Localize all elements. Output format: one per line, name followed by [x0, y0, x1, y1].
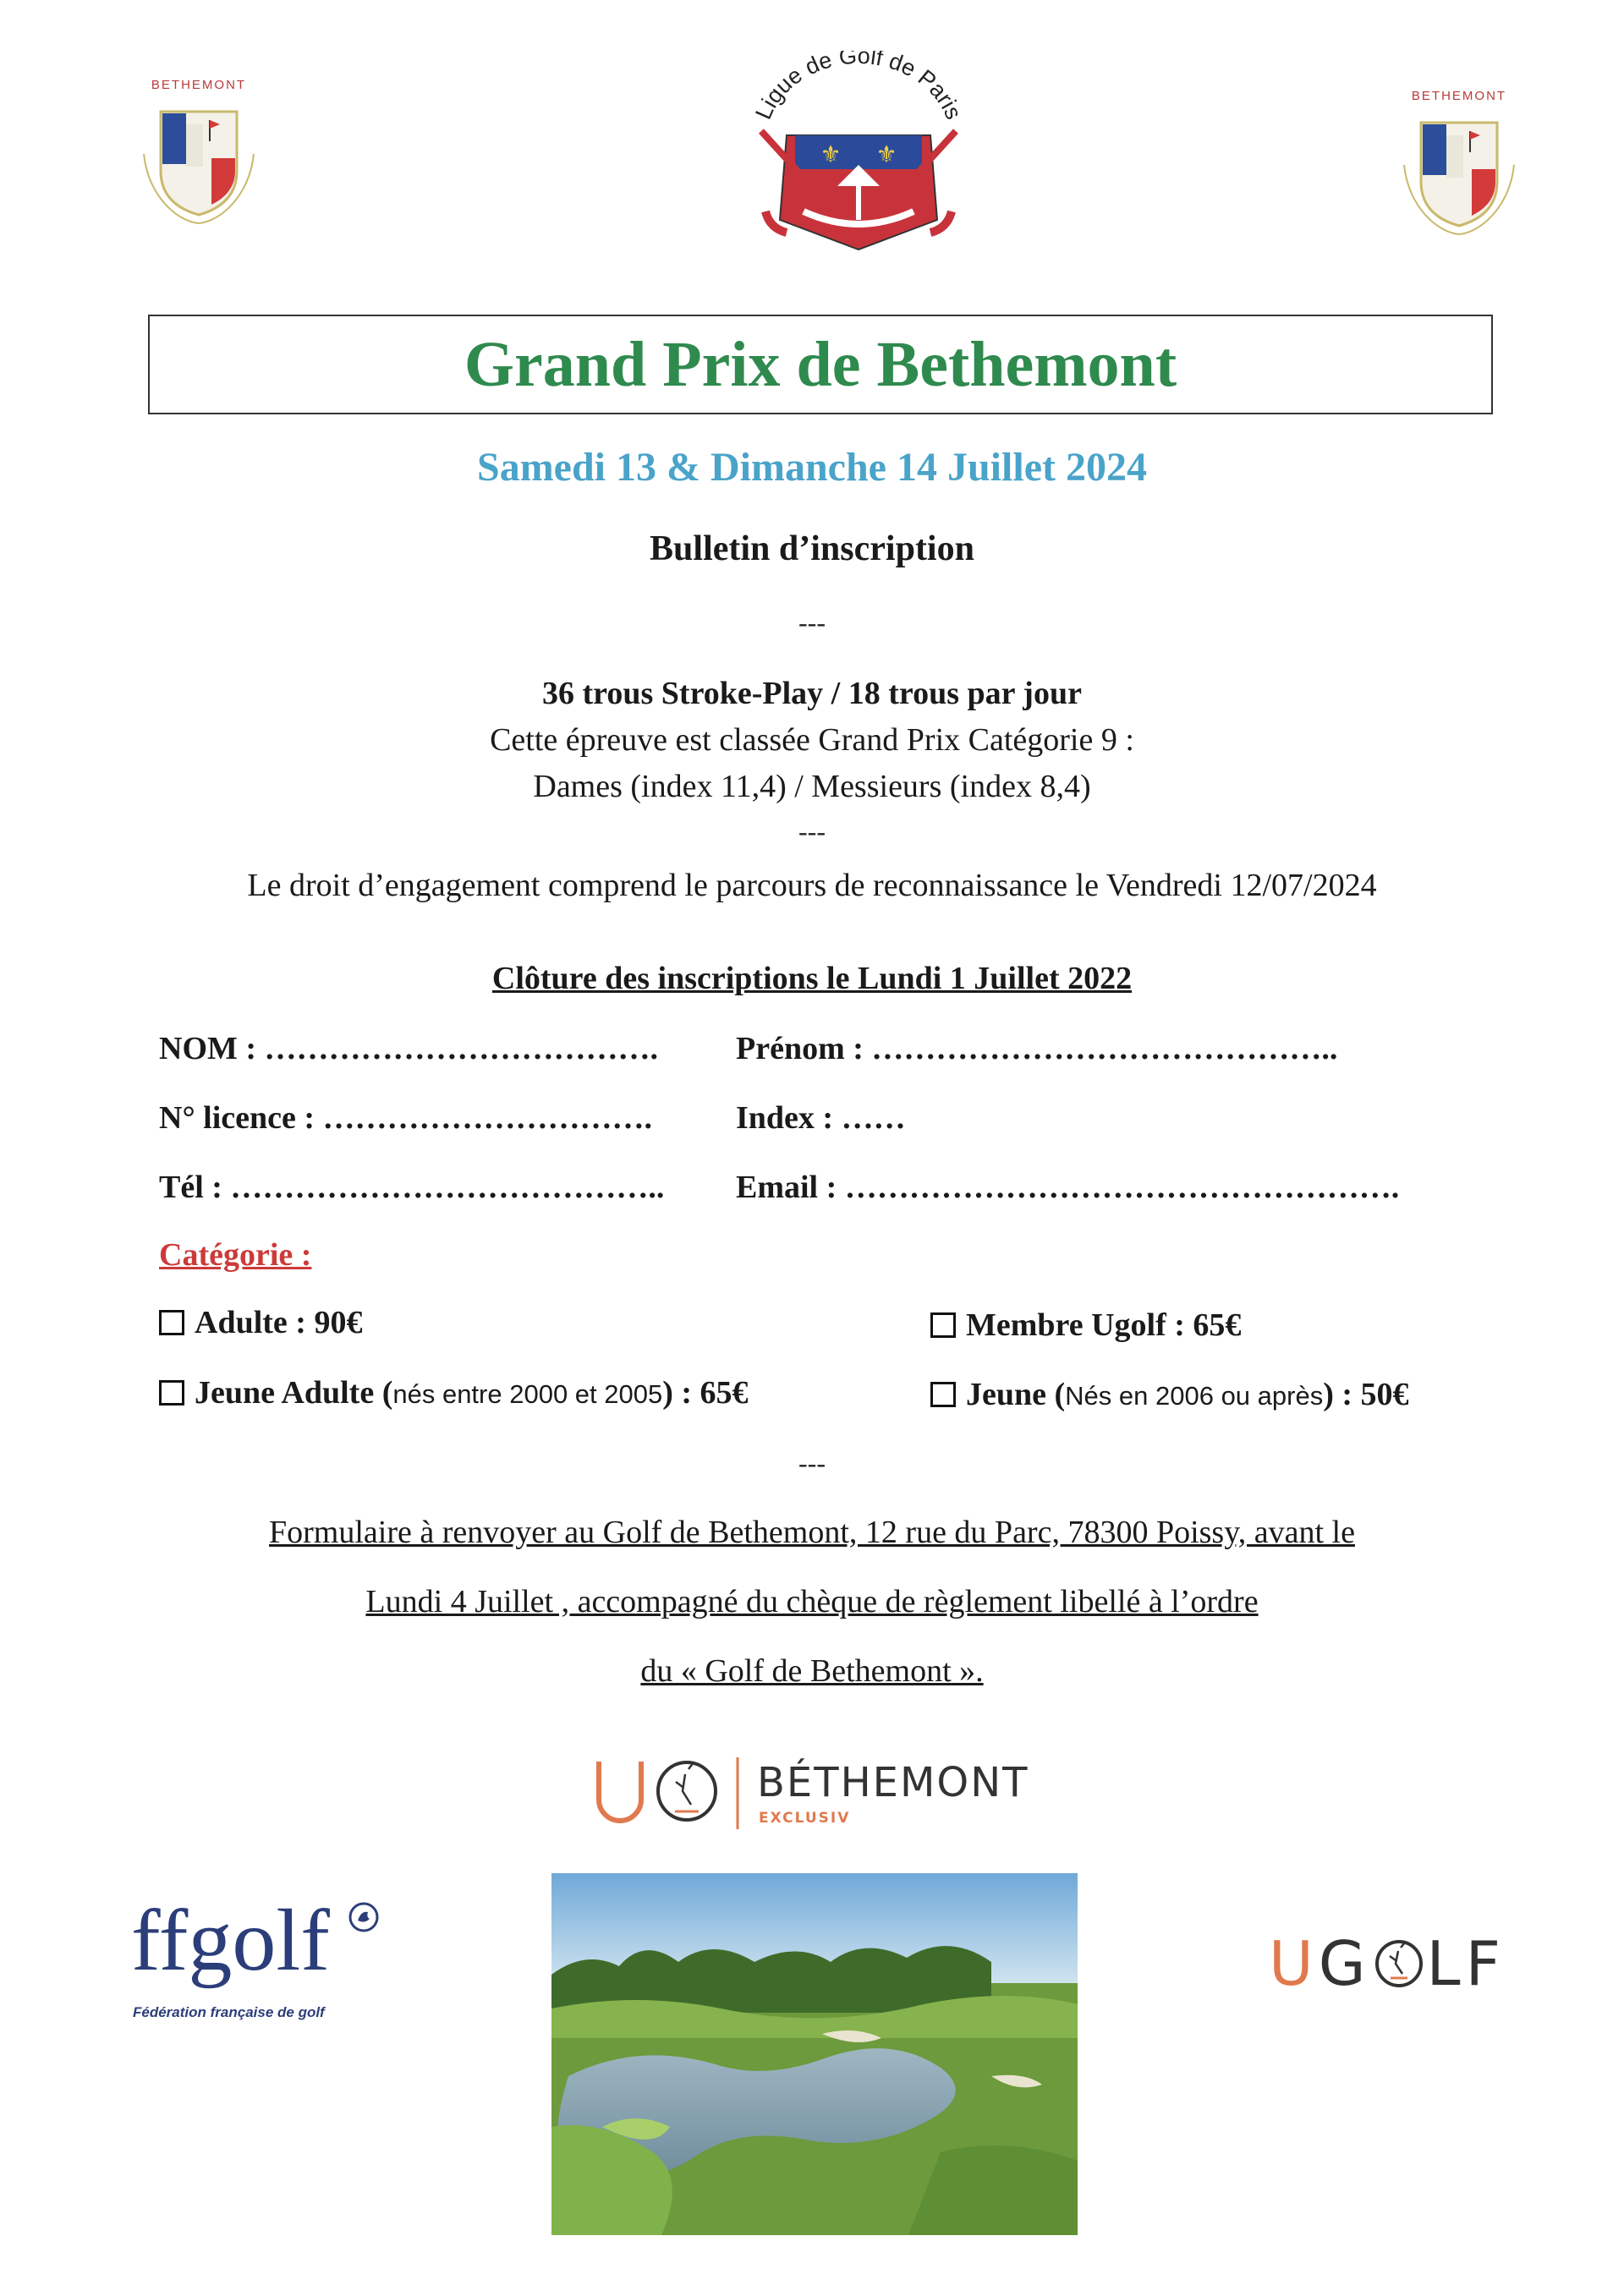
svg-text:⚜: ⚜ [820, 142, 842, 168]
option-jeune-adulte[interactable] [159, 1374, 749, 1411]
golf-course-photo [551, 1873, 1078, 2235]
ugolf-bethemont-logo [592, 1749, 1049, 1842]
ffgolf-subtitle: Fédération française de golf [133, 2004, 325, 2020]
ffgolf-rooster-icon [347, 1900, 381, 1934]
ugolf-lf: LF [1426, 1928, 1506, 1999]
option-membre-ugolf[interactable] [930, 1307, 1241, 1344]
bethemont-logo-left [127, 78, 271, 238]
form-subtitle: Bulletin d’inscription [650, 529, 974, 568]
brand-tag: EXCLUSIV [759, 1810, 851, 1827]
option-label: Membre Ugolf : 65€ [966, 1307, 1242, 1343]
title-box [148, 315, 1493, 414]
entry-fee-note: Le droit d’engagement comprend le parcours de reconnaissance le Vendredi 12/07/2024 [247, 868, 1377, 903]
nom-field[interactable]: NOM : ………………………………. [159, 1031, 659, 1066]
checkbox[interactable] [159, 1380, 184, 1406]
ffgolf-logo [131, 1890, 402, 2034]
brand-name: BÉTHEMONT [757, 1759, 1029, 1806]
ffgolf-wordmark: ffgolf [131, 1892, 330, 1989]
page-title: Grand Prix de Bethemont [464, 329, 1177, 400]
return-line-1: Formulaire à renvoyer au Golf de Bethemont, 12 rue du Parc, 78300 Poissy, avant le [269, 1515, 1355, 1550]
option-price: ) : 65€ [662, 1375, 749, 1411]
option-note: nés entre 2000 et 2005 [392, 1379, 663, 1409]
golfer-icon [1373, 1937, 1425, 1990]
option-label: Jeune ( [966, 1377, 1066, 1412]
prenom-field[interactable]: Prénom : …………………………………….. [736, 1031, 1338, 1066]
checkbox[interactable] [930, 1312, 956, 1338]
ligue-golf-paris-logo [736, 51, 981, 262]
return-line-2: Lundi 4 Juillet , accompagné du chèque de règlement libellé à l’ordre [365, 1584, 1259, 1619]
bethemont-crest-icon [127, 78, 271, 238]
return-line-3: du « Golf de Bethemont ». [640, 1653, 984, 1689]
licence-field[interactable]: N° licence : …………………………. [159, 1100, 653, 1136]
tel-field[interactable]: Tél : ………………………………….. [159, 1170, 665, 1205]
ugolf-logo: U G LF [1269, 1928, 1506, 1999]
option-adulte[interactable] [159, 1304, 362, 1341]
checkbox[interactable] [930, 1382, 956, 1407]
checkbox[interactable] [159, 1310, 184, 1335]
index-field[interactable]: Index : …… [736, 1100, 906, 1136]
separator: --- [798, 816, 826, 847]
categorie-label: Catégorie : [159, 1237, 312, 1273]
event-dates: Samedi 13 & Dimanche 14 Juillet 2024 [477, 445, 1147, 490]
club-name: BETHEMONT [151, 78, 247, 92]
ligue-text: Ligue de Golf de Paris [750, 51, 967, 123]
index-line: Dames (index 11,4) / Messieurs (index 8,4) [533, 769, 1091, 804]
option-price: ) : 50€ [1323, 1377, 1409, 1412]
ugolf-g: G [1318, 1928, 1371, 1999]
option-note: Nés en 2006 ou après [1065, 1381, 1324, 1411]
svg-text:⚜: ⚜ [875, 142, 897, 168]
option-label: Adulte : 90€ [195, 1305, 363, 1340]
separator: --- [798, 1448, 826, 1478]
option-jeune[interactable] [930, 1376, 1409, 1413]
closing-date: Clôture des inscriptions le Lundi 1 Juillet 2022 [491, 961, 1133, 996]
club-name: BETHEMONT [1411, 89, 1507, 103]
bethemont-logo-right [1387, 89, 1531, 249]
separator: --- [798, 607, 826, 638]
email-field[interactable]: Email : ……………………………………………. [736, 1170, 1400, 1205]
category-line: Cette épreuve est classée Grand Prix Catégorie 9 : [490, 722, 1134, 758]
bethemont-crest-icon [1387, 89, 1531, 249]
svg-text:Ligue de Golf de Paris [750, 51, 967, 123]
option-label: Jeune Adulte ( [195, 1375, 393, 1411]
format-line: 36 trous Stroke-Play / 18 trous par jour [542, 676, 1082, 711]
